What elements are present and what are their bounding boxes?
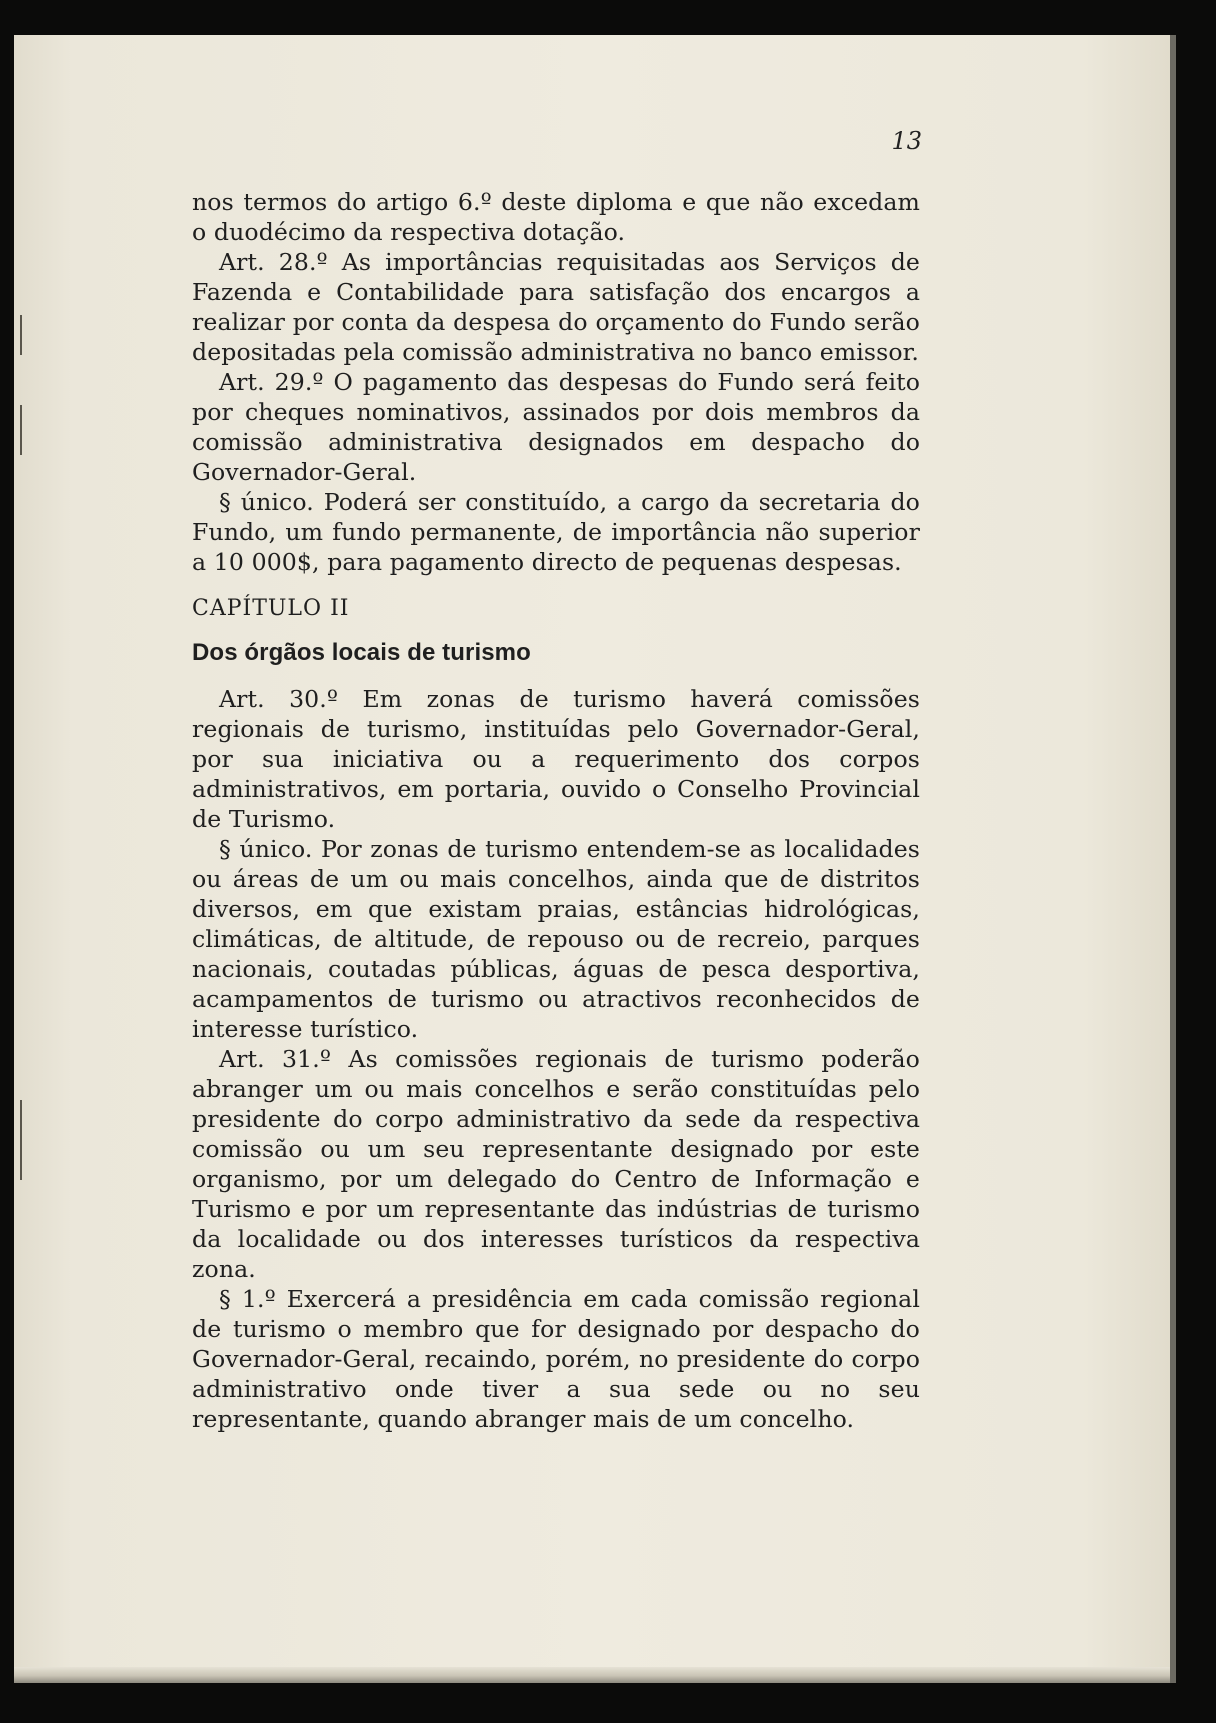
paragraph-art-30: Art. 30.º Em zonas de turismo haverá comissões regionais de turismo, instituídas pelo Governador-Geral, por sua iniciativa ou a requerimento dos corpos administrativos, em portaria, ouvido o Conselho Provincial de Turismo. xyxy=(192,685,920,833)
page-number: 13 xyxy=(891,127,922,155)
paragraph-art-29: Art. 29.º O pagamento das despesas do Fundo será feito por cheques nominativos, assinados por dois membros da comissão administrativa designados em despacho do Governador-Geral. xyxy=(192,368,920,486)
margin-mark xyxy=(20,1100,22,1180)
paragraph-art-30-unico: § único. Por zonas de turismo entendem-se as localidades ou áreas de um ou mais concelhos, ainda que de distritos diversos, em que existam praias, estâncias hidrológicas, climáticas, de altitude, de repouso ou de recreio, parques nacionais, coutadas públicas, águas de pesca desportiva, acampamentos de turismo ou atractivos reconhecidos de interesse turístico. xyxy=(192,835,920,1043)
paragraph-art-31-par-1: § 1.º Exercerá a presidência em cada comissão regional de turismo o membro que for designado por despacho do Governador-Geral, recaindo, porém, no presidente do corpo administrativo onde tiver a sua sede ou no seu representante, quando abranger mais de um concelho. xyxy=(192,1285,920,1433)
body-text xyxy=(192,187,920,1434)
margin-mark xyxy=(20,315,22,355)
chapter-label: CAPÍTULO II xyxy=(192,596,350,621)
binding-margin xyxy=(14,35,34,1683)
page-bottom-edge xyxy=(14,1667,1176,1683)
margin-mark xyxy=(20,405,22,455)
paragraph-art-31: Art. 31.º As comissões regionais de turismo poderão abranger um ou mais concelhos e serão constituídas pelo presidente do corpo administrativo da sede da respectiva comissão ou um seu representante designado por este organismo, por um delegado do Centro de Informação e Turismo e por um representante das indústrias de turismo da localidade ou dos interesses turísticos da respectiva zona. xyxy=(192,1045,920,1283)
paragraph-art-28: Art. 28.º As importâncias requisitadas aos Serviços de Fazenda e Contabilidade para satisfação dos encargos a realizar por conta da despesa do orçamento do Fundo serão depositadas pela comissão administrativa no banco emissor. xyxy=(192,248,920,366)
chapter-title: Dos órgãos locais de turismo xyxy=(192,639,531,666)
document-page xyxy=(14,35,1176,1683)
paragraph-art-29-unico: § único. Poderá ser constituído, a cargo da secretaria do Fundo, um fundo permanente, de importância não superior a 10 000$, para pagamento directo de pequenas despesas. xyxy=(192,488,920,576)
paragraph-continuation: nos termos do artigo 6.º deste diploma e que não excedam o duodécimo da respectiva dotação. xyxy=(192,188,920,246)
